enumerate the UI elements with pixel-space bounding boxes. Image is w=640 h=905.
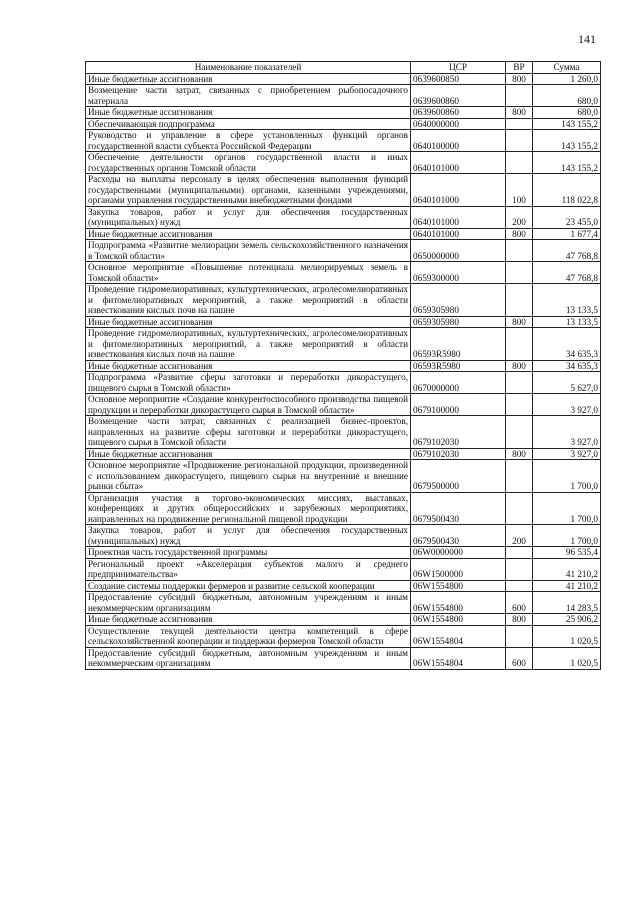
row-sum: 1 700,0 <box>533 492 601 525</box>
table-body <box>86 73 601 669</box>
row-csr: 0650000000 <box>411 240 506 262</box>
table-row <box>86 592 601 614</box>
table-row <box>86 394 601 416</box>
row-name: Организация участия в торгово-экономических миссиях, выставках, конференциях и других общероссийских и зарубежных мероприятиях, направленных на продвижение региональной пищевой продукции <box>86 492 411 525</box>
row-vr: 800 <box>506 614 533 626</box>
row-vr: 600 <box>506 592 533 614</box>
row-csr: 0639600850 <box>411 73 506 85</box>
row-sum: 1 677,4 <box>533 228 601 240</box>
row-name: Подпрограмма «Развитие сферы заготовки и переработки дикорастущего, пищевого сырья в Томской области» <box>86 372 411 394</box>
row-name: Иные бюджетные ассигнования <box>86 614 411 626</box>
row-csr: 0659305980 <box>411 316 506 328</box>
row-name: Иные бюджетные ассигнования <box>86 360 411 372</box>
row-sum: 1 020,5 <box>533 647 601 669</box>
row-sum: 23 455,0 <box>533 206 601 228</box>
row-vr <box>506 625 533 647</box>
row-name: Иные бюджетные ассигнования <box>86 316 411 328</box>
table-row <box>86 73 601 85</box>
table-row <box>86 284 601 317</box>
row-vr <box>506 262 533 284</box>
page-number: 141 <box>578 32 596 46</box>
row-vr <box>506 558 533 580</box>
row-sum: 14 283,5 <box>533 592 601 614</box>
row-vr <box>506 394 533 416</box>
table-row <box>86 316 601 328</box>
table-row <box>86 206 601 228</box>
table-row <box>86 360 601 372</box>
row-sum: 1 020,5 <box>533 625 601 647</box>
row-sum: 1 700,0 <box>533 525 601 547</box>
row-csr: 0639600860 <box>411 85 506 107</box>
row-vr <box>506 372 533 394</box>
row-sum: 5 627,0 <box>533 372 601 394</box>
table-row <box>86 372 601 394</box>
row-csr: 0640101000 <box>411 206 506 228</box>
table-row <box>86 625 601 647</box>
row-sum: 34 635,3 <box>533 360 601 372</box>
row-csr: 06W1500000 <box>411 558 506 580</box>
row-vr: 800 <box>506 316 533 328</box>
header-vr: ВР <box>506 62 533 74</box>
row-csr: 06W1554800 <box>411 614 506 626</box>
row-sum: 143 155,2 <box>533 152 601 174</box>
row-csr: 0639600860 <box>411 107 506 119</box>
row-name: Расходы на выплаты персоналу в целях обеспечения выполнения функций государственными (муниципальными) органами, казенными учреждениями, органами управления государственными внебюджетными фондами <box>86 174 411 207</box>
row-name: Руководство и управление в сфере установленных функций органов государственной власти субъекта Российской Федерации <box>86 130 411 152</box>
row-sum: 3 927,0 <box>533 448 601 460</box>
table-row <box>86 416 601 449</box>
row-csr: 0640101000 <box>411 152 506 174</box>
row-sum: 13 133,5 <box>533 316 601 328</box>
table-row <box>86 525 601 547</box>
row-sum: 34 635,3 <box>533 328 601 361</box>
row-vr <box>506 328 533 361</box>
row-vr <box>506 85 533 107</box>
table-row <box>86 174 601 207</box>
table-row <box>86 448 601 460</box>
row-vr <box>506 547 533 559</box>
row-sum: 47 768,8 <box>533 240 601 262</box>
row-name: Иные бюджетные ассигнования <box>86 228 411 240</box>
row-csr: 0659305980 <box>411 284 506 317</box>
row-sum: 3 927,0 <box>533 394 601 416</box>
row-vr <box>506 416 533 449</box>
row-csr: 0679500430 <box>411 525 506 547</box>
row-vr <box>506 130 533 152</box>
row-vr: 200 <box>506 525 533 547</box>
row-sum: 3 927,0 <box>533 416 601 449</box>
row-csr: 06593R5980 <box>411 360 506 372</box>
row-sum: 143 155,2 <box>533 118 601 130</box>
row-name: Проведение гидромелиоративных, культуртехнических, агролесомелиоративных и фитомелиоративных мероприятий, а также мероприятий в области известкования кислых почв на пашне <box>86 284 411 317</box>
table-row <box>86 107 601 119</box>
row-sum: 1 700,0 <box>533 460 601 493</box>
row-csr: 0640000000 <box>411 118 506 130</box>
row-name: Возмещение части затрат, связанных с приобретением рыбопосадочного материала <box>86 85 411 107</box>
row-csr: 0640100000 <box>411 130 506 152</box>
row-vr: 600 <box>506 647 533 669</box>
row-name: Обеспечение деятельности органов государственной власти и иных государственных органов Томской области <box>86 152 411 174</box>
row-name: Основное мероприятие «Создание конкурентоспособного производства пищевой продукции и переработки дикорастущего сырья в Томской области» <box>86 394 411 416</box>
row-sum: 1 260,0 <box>533 73 601 85</box>
table-row <box>86 85 601 107</box>
row-csr: 0640101000 <box>411 228 506 240</box>
row-csr: 06W1554804 <box>411 647 506 669</box>
row-sum: 13 133,5 <box>533 284 601 317</box>
row-name: Иные бюджетные ассигнования <box>86 448 411 460</box>
row-csr: 06W1554800 <box>411 592 506 614</box>
row-vr: 800 <box>506 228 533 240</box>
row-csr: 06W0000000 <box>411 547 506 559</box>
table-row <box>86 547 601 559</box>
row-csr: 0679102030 <box>411 416 506 449</box>
row-name: Возмещение части затрат, связанных с реализацией бизнес-проектов, направленных на развитие сферы заготовки и переработки дикорастущего, пищевого сырья в Томской области <box>86 416 411 449</box>
row-vr <box>506 284 533 317</box>
table-row <box>86 558 601 580</box>
row-sum: 143 155,2 <box>533 130 601 152</box>
row-sum: 118 022,8 <box>533 174 601 207</box>
table-row <box>86 228 601 240</box>
row-csr: 06593R5980 <box>411 328 506 361</box>
row-csr: 0679500000 <box>411 460 506 493</box>
row-sum: 680,0 <box>533 107 601 119</box>
row-csr: 0679500430 <box>411 492 506 525</box>
row-name: Проектная часть государственной программы <box>86 547 411 559</box>
table-row <box>86 118 601 130</box>
header-sum: Сумма <box>533 62 601 74</box>
row-name: Основное мероприятие «Повышение потенциала мелиорируемых земель в Томской области» <box>86 262 411 284</box>
row-csr: 06W1554804 <box>411 625 506 647</box>
row-name: Предоставление субсидий бюджетным, автономным учреждениям и иным некоммерческим организациям <box>86 647 411 669</box>
header-name: Наименование показателей <box>86 62 411 74</box>
row-name: Региональный проект «Акселерация субъектов малого и среднего предпринимательства» <box>86 558 411 580</box>
table-row <box>86 130 601 152</box>
row-vr: 800 <box>506 73 533 85</box>
row-sum: 47 768,8 <box>533 262 601 284</box>
table-row <box>86 614 601 626</box>
table-row <box>86 647 601 669</box>
table-row <box>86 262 601 284</box>
row-name: Предоставление субсидий бюджетным, автономным учреждениям и иным некоммерческим организациям <box>86 592 411 614</box>
row-vr <box>506 580 533 592</box>
row-sum: 41 210,2 <box>533 558 601 580</box>
table-row <box>86 460 601 493</box>
row-sum: 96 535,4 <box>533 547 601 559</box>
row-name: Создание системы поддержки фермеров и развитие сельской кооперации <box>86 580 411 592</box>
row-vr <box>506 460 533 493</box>
row-vr <box>506 492 533 525</box>
row-vr: 800 <box>506 448 533 460</box>
table-row <box>86 492 601 525</box>
row-csr: 0679100000 <box>411 394 506 416</box>
row-vr: 200 <box>506 206 533 228</box>
table-header-row <box>86 62 601 74</box>
table-row <box>86 580 601 592</box>
budget-table <box>85 61 601 670</box>
row-name: Иные бюджетные ассигнования <box>86 107 411 119</box>
table-row <box>86 240 601 262</box>
row-csr: 0670000000 <box>411 372 506 394</box>
row-csr: 0659300000 <box>411 262 506 284</box>
row-name: Осуществление текущей деятельности центра компетенций в сфере сельскохозяйственной кооперации и поддержки фермеров Томской области <box>86 625 411 647</box>
row-csr: 0679102030 <box>411 448 506 460</box>
table-row <box>86 152 601 174</box>
row-vr <box>506 152 533 174</box>
row-name: Закупка товаров, работ и услуг для обеспечения государственных (муниципальных) нужд <box>86 206 411 228</box>
row-sum: 41 210,2 <box>533 580 601 592</box>
row-csr: 0640101000 <box>411 174 506 207</box>
row-name: Проведение гидромелиоративных, культуртехнических, агролесомелиоративных и фитомелиоративных мероприятий, а также мероприятий в области известкования кислых почв на пашне <box>86 328 411 361</box>
row-name: Основное мероприятие «Продвижение региональной продукции, произведенной с использованием дикорастущего, пищевого сырья на внутренние и внешние рынки сбыта» <box>86 460 411 493</box>
row-vr: 800 <box>506 360 533 372</box>
row-name: Закупка товаров, работ и услуг для обеспечения государственных (муниципальных) нужд <box>86 525 411 547</box>
table-row <box>86 328 601 361</box>
header-csr: ЦСР <box>411 62 506 74</box>
row-vr <box>506 240 533 262</box>
row-vr: 800 <box>506 107 533 119</box>
row-sum: 25 906,2 <box>533 614 601 626</box>
row-vr <box>506 118 533 130</box>
row-csr: 06W1554800 <box>411 580 506 592</box>
row-name: Иные бюджетные ассигнования <box>86 73 411 85</box>
row-vr: 100 <box>506 174 533 207</box>
row-sum: 680,0 <box>533 85 601 107</box>
row-name: Подпрограмма «Развитие мелиорации земель сельскохозяйственного назначения в Томской области» <box>86 240 411 262</box>
row-name: Обеспечивающая подпрограмма <box>86 118 411 130</box>
